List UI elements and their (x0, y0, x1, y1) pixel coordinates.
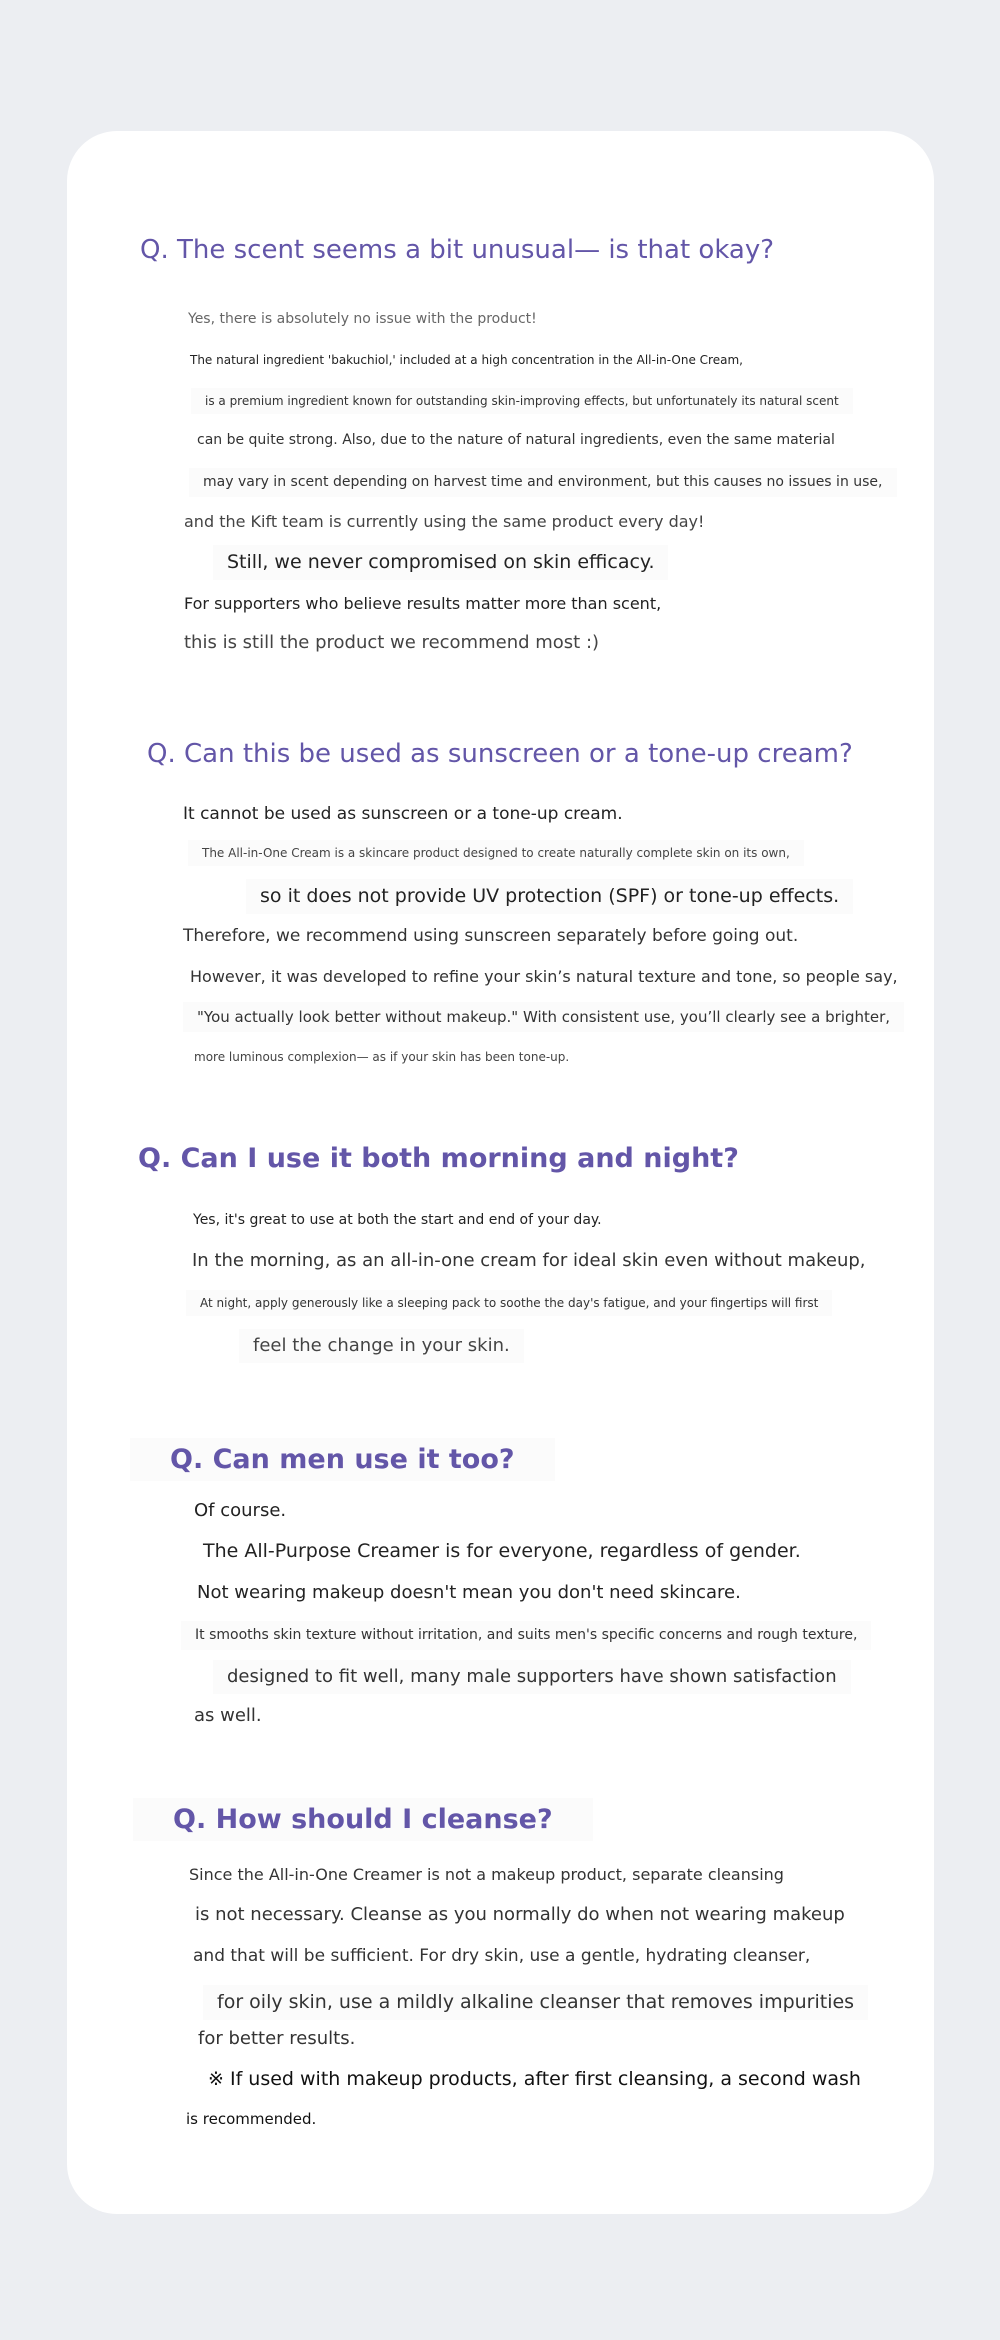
faq-question: Q. Can men use it too? (130, 1438, 555, 1481)
faq-answer-line: "You actually look better without makeup." With consistent use, you’ll clearly see a brighter, (183, 1002, 904, 1032)
faq-answer-line: is not necessary. Cleanse as you normally do when not wearing makeup (195, 1904, 845, 1925)
faq-answer-line: The All-in-One Cream is a skincare product designed to create naturally complete skin on its own, (188, 840, 804, 866)
faq-question: Q. Can I use it both morning and night? (138, 1143, 739, 1174)
faq-answer-line: can be quite strong. Also, due to the nature of natural ingredients, even the same material (197, 432, 835, 448)
faq-question: Q. The scent seems a bit unusual— is that okay? (140, 235, 775, 265)
faq-answer-line: for better results. (198, 2028, 356, 2049)
faq-answer-line: Therefore, we recommend using sunscreen separately before going out. (183, 926, 799, 946)
faq-answer-line: this is still the product we recommend most :) (184, 632, 600, 653)
faq-answer-line: ※ If used with makeup products, after first cleansing, a second wash (208, 2068, 861, 2090)
faq-answer-line: feel the change in your skin. (239, 1329, 524, 1363)
faq-answer-line: may vary in scent depending on harvest time and environment, but this causes no issues in use, (189, 468, 897, 497)
faq-answer-line: and the Kift team is currently using the same product every day! (184, 512, 705, 531)
faq-answer-line: Yes, there is absolutely no issue with the product! (188, 311, 537, 327)
faq-answer-line: is a premium ingredient known for outstanding skin-improving effects, but unfortunately its natural scent (191, 388, 853, 414)
faq-answer-line: is recommended. (186, 2110, 317, 2128)
faq-answer-line: more luminous complexion— as if your skin has been tone-up. (194, 1050, 570, 1064)
faq-answer-line: Yes, it's great to use at both the start and end of your day. (193, 1212, 602, 1228)
faq-answer-line: Of course. (194, 1500, 287, 1521)
faq-answer-line: It smooths skin texture without irritation, and suits men's specific concerns and rough texture, (181, 1621, 871, 1650)
faq-answer-line: The All-Purpose Creamer is for everyone, regardless of gender. (203, 1540, 801, 1562)
faq-answer-line: so it does not provide UV protection (SPF) or tone-up effects. (246, 879, 853, 914)
faq-question: Q. Can this be used as sunscreen or a tone-up cream? (147, 739, 853, 769)
faq-answer-line: as well. (194, 1705, 262, 1726)
faq-answer-line: At night, apply generously like a sleeping pack to soothe the day's fatigue, and your fingertips will first (186, 1290, 832, 1316)
faq-answer-line: Not wearing makeup doesn't mean you don't need skincare. (197, 1582, 741, 1603)
faq-question: Q. How should I cleanse? (133, 1798, 593, 1841)
faq-answer-line: for oily skin, use a mildly alkaline cleanser that removes impurities (203, 1985, 868, 2020)
faq-answer-line: In the morning, as an all-in-one cream for ideal skin even without makeup, (192, 1250, 866, 1271)
faq-answer-line: For supporters who believe results matter more than scent, (184, 594, 662, 613)
faq-answer-line: and that will be sufficient. For dry skin, use a gentle, hydrating cleanser, (193, 1946, 811, 1966)
faq-answer-line: However, it was developed to refine your skin’s natural texture and tone, so people say, (190, 967, 898, 986)
faq-answer-line: designed to fit well, many male supporters have shown satisfaction (213, 1660, 851, 1694)
faq-answer-line: Still, we never compromised on skin efficacy. (213, 545, 668, 580)
faq-answer-line: It cannot be used as sunscreen or a tone-up cream. (183, 804, 623, 824)
faq-answer-line: The natural ingredient 'bakuchiol,' included at a high concentration in the All-in-One Cream, (190, 353, 743, 367)
faq-answer-line: Since the All-in-One Creamer is not a makeup product, separate cleansing (189, 1865, 784, 1884)
